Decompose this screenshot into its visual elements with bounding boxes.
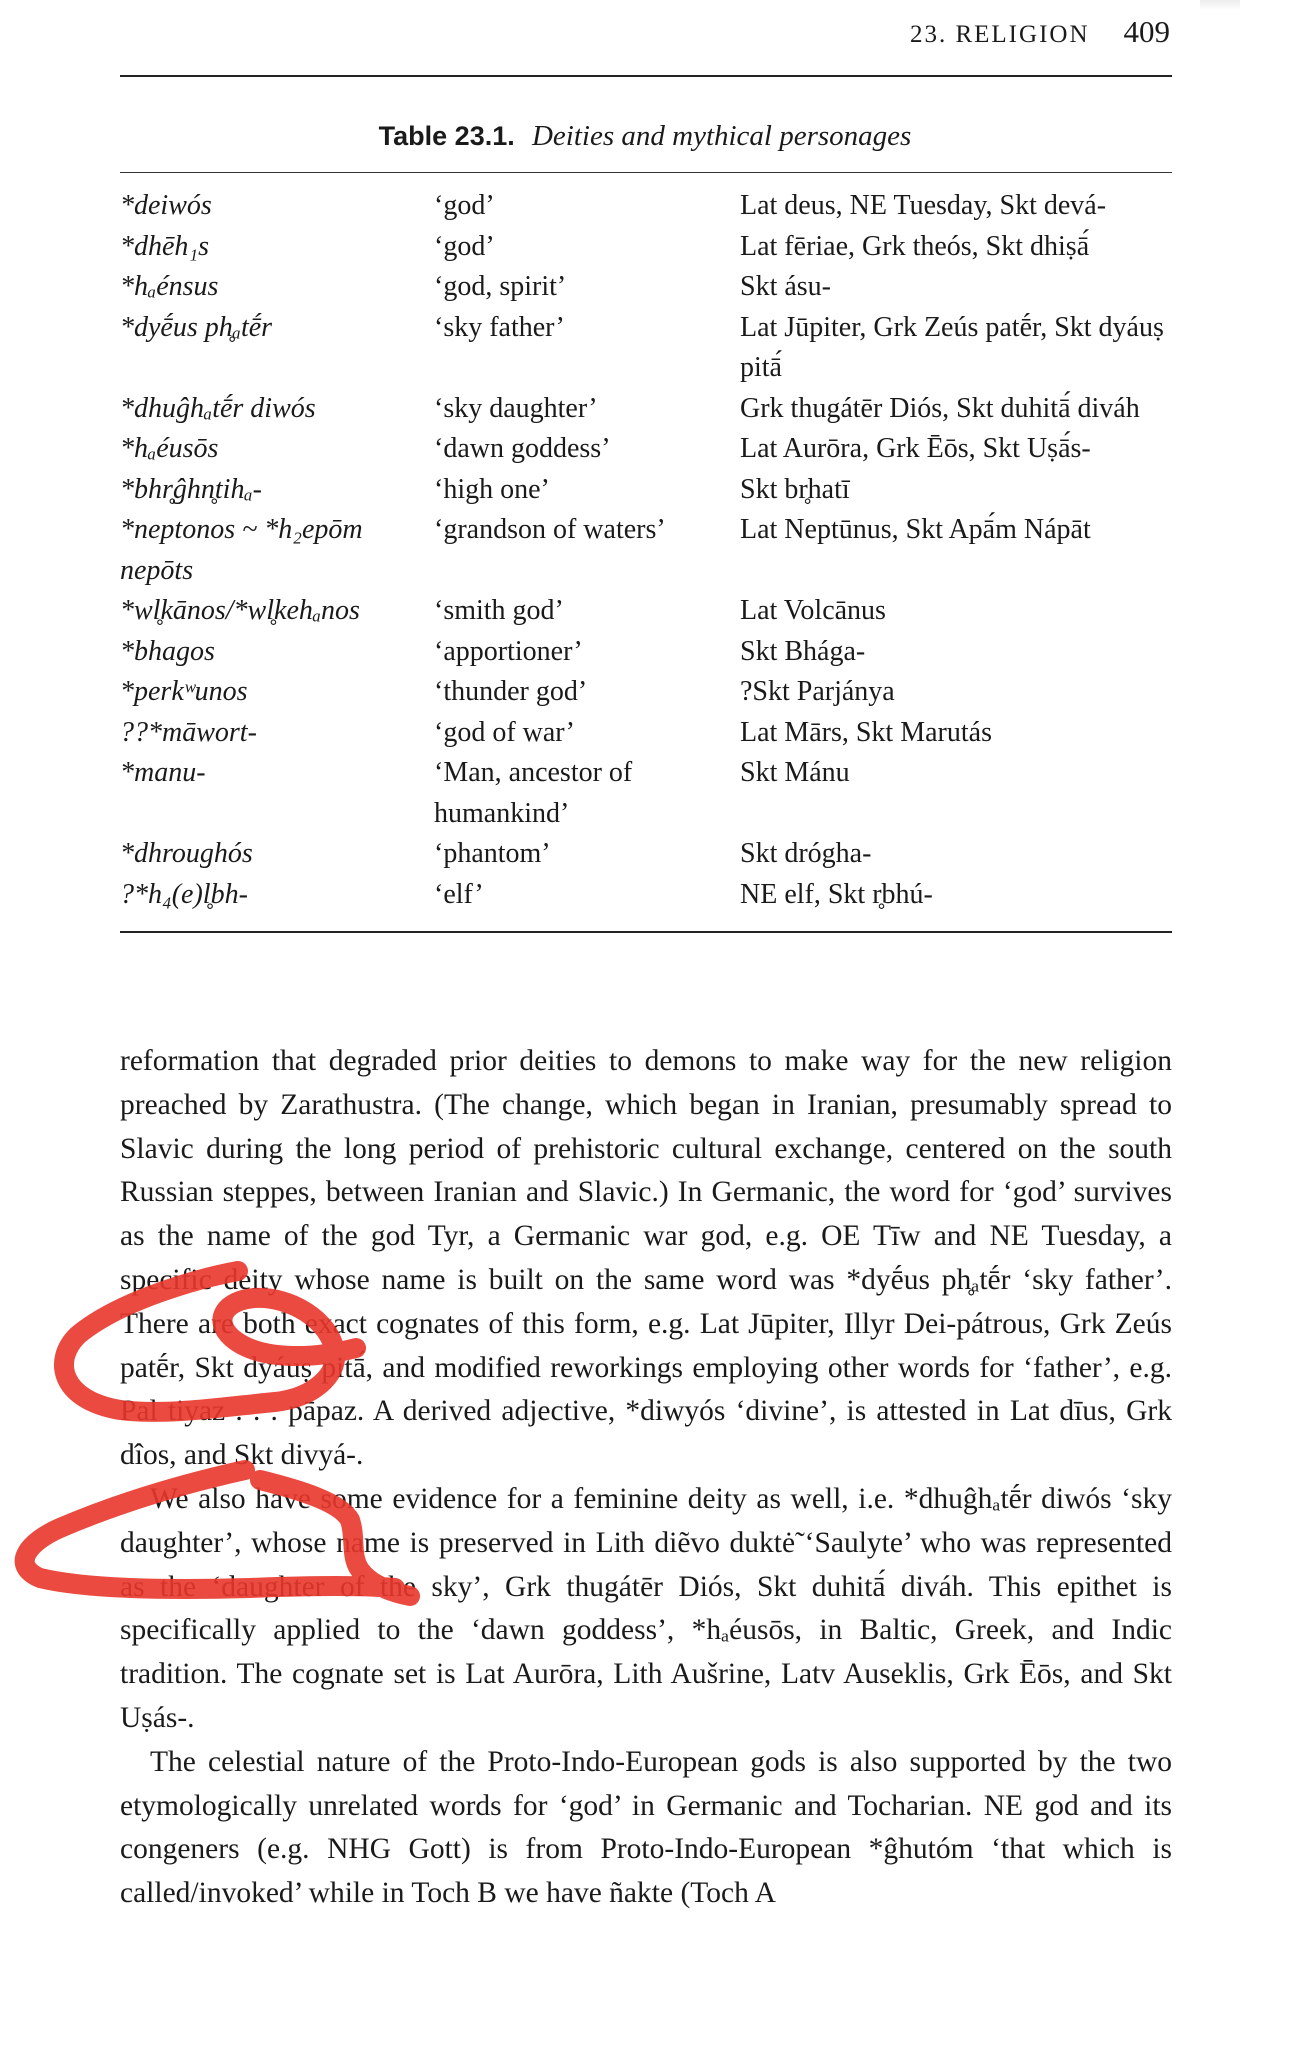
table-label: Table 23.1. [378, 121, 515, 151]
row-gloss: ‘god’ [434, 230, 495, 262]
table-row [120, 753, 1172, 834]
running-title: 23. RELIGION [909, 21, 1090, 48]
row-gloss: ‘high one’ [434, 473, 550, 505]
row-form: *deiwós [120, 190, 212, 221]
row-gloss: ‘apportioner’ [434, 635, 583, 667]
table-row [120, 186, 1172, 227]
row-form: ?*h₄(e)l̥bh- [120, 878, 248, 910]
table-row [120, 389, 1172, 430]
row-cognates: Skt Mánu [740, 757, 850, 788]
row-gloss: ‘dawn goddess’ [434, 433, 611, 464]
table-top-rule [120, 172, 1172, 173]
table-bottom-rule [120, 931, 1172, 933]
table-row [120, 875, 1172, 916]
row-cognates: Skt Bhága- [740, 635, 866, 667]
row-gloss: ‘smith god’ [434, 595, 564, 626]
row-cognates: Lat Volcānus [740, 595, 886, 626]
body-text [120, 1040, 1172, 1916]
row-form: ??*māwort- [120, 716, 257, 748]
table-row [120, 470, 1172, 511]
row-cognates: Lat Aurōra, Grk Ēōs, Skt Uṣā́s- [740, 433, 1091, 464]
row-gloss: ‘god’ [434, 190, 495, 221]
row-cognates: Lat Mārs, Skt Marutás [740, 716, 992, 748]
row-gloss: ‘grandson of waters’ [434, 514, 666, 545]
row-gloss: ‘elf’ [434, 878, 484, 910]
row-cognates: Skt drógha- [740, 838, 872, 869]
row-gloss: ‘sky daughter’ [434, 392, 598, 424]
row-cognates: ?Skt Parjánya [740, 676, 895, 707]
table-row [120, 510, 1172, 591]
row-form: *dhroughós [120, 838, 253, 869]
row-cognates: NE elf, Skt r̥bhú- [740, 878, 933, 910]
table-row [120, 713, 1172, 754]
row-form: *manu- [120, 757, 206, 788]
row-cognates: Lat Neptūnus, Skt Apā́m Nápāt [740, 514, 1091, 545]
table-row [120, 429, 1172, 470]
row-gloss: ‘Man, ancestor of humankind’ [434, 757, 633, 829]
row-gloss: ‘sky father’ [434, 311, 565, 343]
row-form: *dyḗus ph̥ₐtḗr [120, 311, 273, 343]
row-cognates: Lat Jūpiter, Grk Zeús patḗr, Skt dyáuṣ pitā́ [740, 311, 1164, 383]
row-form: *dhēh₁s [120, 230, 210, 262]
row-cognates: Skt br̥hatī [740, 473, 850, 505]
table-caption [0, 120, 1290, 153]
row-gloss: ‘phantom’ [434, 838, 551, 869]
table-row [120, 267, 1172, 308]
table-row [120, 834, 1172, 875]
row-form: *dhuĝhₐtḗr diwós [120, 392, 316, 424]
row-form: *neptonos ~ *h₂epōm nepōts [120, 514, 363, 586]
page-number: 409 [1123, 14, 1170, 49]
row-cognates: Skt ásu- [740, 271, 831, 302]
row-form: *wl̥kānos/*wl̥kehₐnos [120, 595, 360, 626]
row-gloss: ‘thunder god’ [434, 676, 588, 707]
row-gloss: ‘god of war’ [434, 716, 575, 748]
row-cognates: Lat deus, NE Tuesday, Skt devá- [740, 190, 1107, 221]
table-row [120, 308, 1172, 389]
table-row [120, 672, 1172, 713]
paragraph: reformation that degraded prior deities to demons to make way for the new religion preached by Zarathustra. (The change, which began in Iranian, presumably spread to Slavic during the long period of prehistoric cultural exchange, centered on the south Russian steppes, between Iranian and Slavic.) In Germanic, the word for ‘god’ survives as the name of the god Tyr, a Germanic war god, e.g. OE Tīw and NE Tuesday, a specific deity whose name is built on the same word was *dyḗus ph̥ₐtḗr ‘sky father’. There are both exact cognates of this form, e.g. Lat Jūpiter, Illyr Dei-pátrous, Grk Zeús patḗr, Skt dyáuṣ pitā́, and modified reworkings employing other words for ‘father’, e.g. Pal tiyaz . . . pāpaz. A derived adjective, *diwyós ‘divine’, is attested in Lat dīus, Grk dîos, and Skt divyá-. [120, 1045, 1172, 1472]
deity-table [120, 186, 1172, 915]
table-row [120, 632, 1172, 673]
row-form: *bhagos [120, 635, 215, 667]
row-gloss: ‘god, spirit’ [434, 271, 567, 302]
row-cognates: Lat fēriae, Grk theós, Skt dhiṣā́ [740, 230, 1090, 262]
row-form: *perkʷunos [120, 676, 248, 707]
paragraph: We also have some evidence for a feminine deity as well, i.e. *dhuĝhₐtḗr diwós ‘sky daughter’, whose name is preserved in Lith diẽvo duktė̃ ‘Saulyte’ who was represented as the ‘daughter of the sky’, Grk thugátēr Diós, Skt duhitā́ diváh. This epithet is specifically applied to the ‘dawn goddess’, *hₐéusōs, in Baltic, Greek, and Indic tradition. The cognate set is Lat Aurōra, Lith Aušrine, Latv Auseklis, Grk Ēōs, and Skt Uṣás-. [120, 1482, 1172, 1734]
table-row [120, 591, 1172, 632]
page-corner-shadow [1200, 0, 1240, 10]
paragraph: The celestial nature of the Proto-Indo-European gods is also supported by the two etymologically unrelated words for ‘god’ in Germanic and Tocharian. NE god and its congeners (e.g. NHG Gott) is from Proto-Indo-European *ĝhutóm ‘that which is called/invoked’ while in Toch B we have ñakte (Toch A [120, 1745, 1172, 1910]
row-form: *bhr̥ĝhn̥tihₐ- [120, 473, 262, 505]
table-row [120, 227, 1172, 268]
table-title: Deities and mythical personages [531, 120, 912, 152]
running-head [910, 14, 1170, 50]
row-form: *hₐéusōs [120, 433, 219, 464]
row-form: *hₐénsus [120, 271, 219, 302]
row-cognates: Grk thugátēr Diós, Skt duhitā́ diváh [740, 392, 1140, 424]
header-rule [120, 75, 1172, 77]
